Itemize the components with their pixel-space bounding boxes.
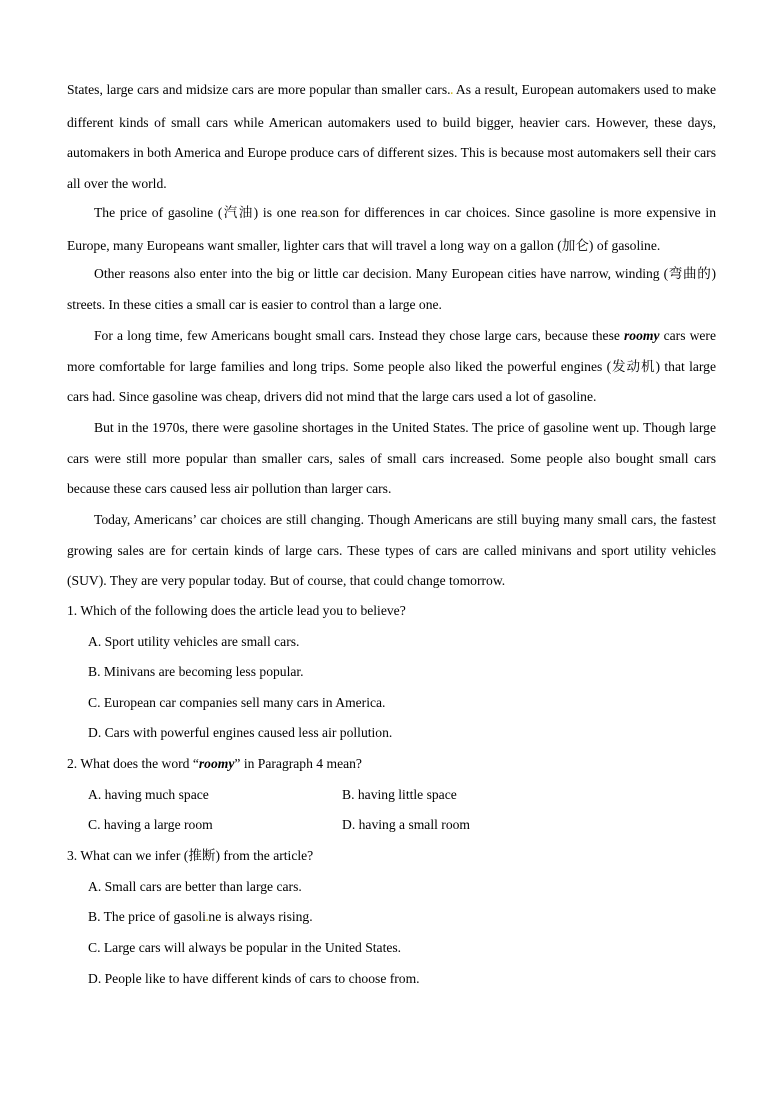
paragraph-2 (67, 198, 716, 261)
question-1-option-c: C. European car companies sell many cars in America. (88, 695, 386, 710)
question-2-option-a: A. having much space (88, 787, 209, 802)
emphasized-word-roomy: roomy (624, 328, 660, 343)
edit-mark: . (205, 913, 209, 924)
question-2-option-b: B. having little space (342, 787, 457, 802)
question-2-stem-a: 2. What does the word “ (67, 756, 199, 771)
question-3-option-d: D. People like to have different kinds of cars to choose from. (88, 971, 420, 986)
question-3-option-c: C. Large cars will always be popular in the United States. (88, 940, 402, 955)
question-1-option-d: D. Cars with powerful engines caused less air pollution. (88, 725, 393, 740)
question-2-option-d: D. having a small room (342, 817, 470, 832)
question-2-option-c: C. having a large room (88, 817, 213, 832)
question-2-stem (67, 754, 362, 774)
paragraph-2-text-b: son for differences in car choices. Since gasoline is more expensive in Europe, many Europeans want smaller, lighter cars that will travel a long way on a gallon (加仑) of gasoline. (67, 205, 716, 253)
paragraph-1-text-b: As a result, European automakers used to make different kinds of small cars while American automakers used to build bigger, heavier cars. However, these days, automakers in both America and Europe produce cars of different sizes. This is because most automakers sell their cars all over the world. (67, 82, 716, 191)
question-3-option-b (88, 907, 313, 929)
paragraph-5: But in the 1970s, there were gasoline shortages in the United States. The price of gasoline went up. Though large cars were still more popular than smaller cars, sales of small cars increased. Some people also bought small cars because these cars caused less air pollution than larger cars. (67, 420, 716, 497)
paragraph-3: Other reasons also enter into the big or little car decision. Many European cities have narrow, winding (弯曲的) streets. In these cities a small car is easier to control than a large one. (67, 266, 716, 312)
question-3-option-b-a: B. The price of gasoli (88, 909, 206, 924)
question-3-option-b-b: ne is always rising. (208, 909, 313, 924)
question-2-emphasis: roomy (198, 756, 235, 771)
paragraph-6: Today, Americans’ car choices are still changing. Though Americans are still buying many small cars, the fastest growing sales are for certain kinds of large cars. These types of cars are called minivans and sport utility vehicles (SUV). They are very popular today. But of course, that could change tomorrow. (67, 512, 716, 589)
question-1-option-b: B. Minivans are becoming less popular. (88, 664, 304, 679)
paragraph-2-text-a: The price of gasoline (汽油) is one rea (94, 205, 318, 220)
question-3-option-a: A. Small cars are better than large cars. (88, 879, 302, 894)
question-1-option-a: A. Sport utility vehicles are small cars. (88, 634, 300, 649)
paragraph-1 (67, 75, 716, 199)
question-1-stem: 1. Which of the following does the article lead you to believe? (67, 603, 406, 618)
paragraph-4-text-a: For a long time, few Americans bought small cars. Instead they chose large cars, because these (94, 328, 624, 343)
question-3-stem: 3. What can we infer (推断) from the article? (67, 848, 314, 863)
edit-mark: . (450, 86, 454, 97)
paragraph-1-text-a: States, large cars and midsize cars are more popular than smaller cars. (67, 82, 451, 97)
paragraph-4 (67, 321, 716, 413)
question-2-stem-b: ” in Paragraph 4 mean? (234, 756, 362, 771)
paragraph-4-text-b: cars were more comfortable for large families and long trips. Some people also liked the powerful engines (发动机) that large cars had. Since gasoline was cheap, drivers did not mind that the large cars used a lot of gasoline. (67, 328, 716, 405)
edit-mark: . (317, 209, 321, 220)
